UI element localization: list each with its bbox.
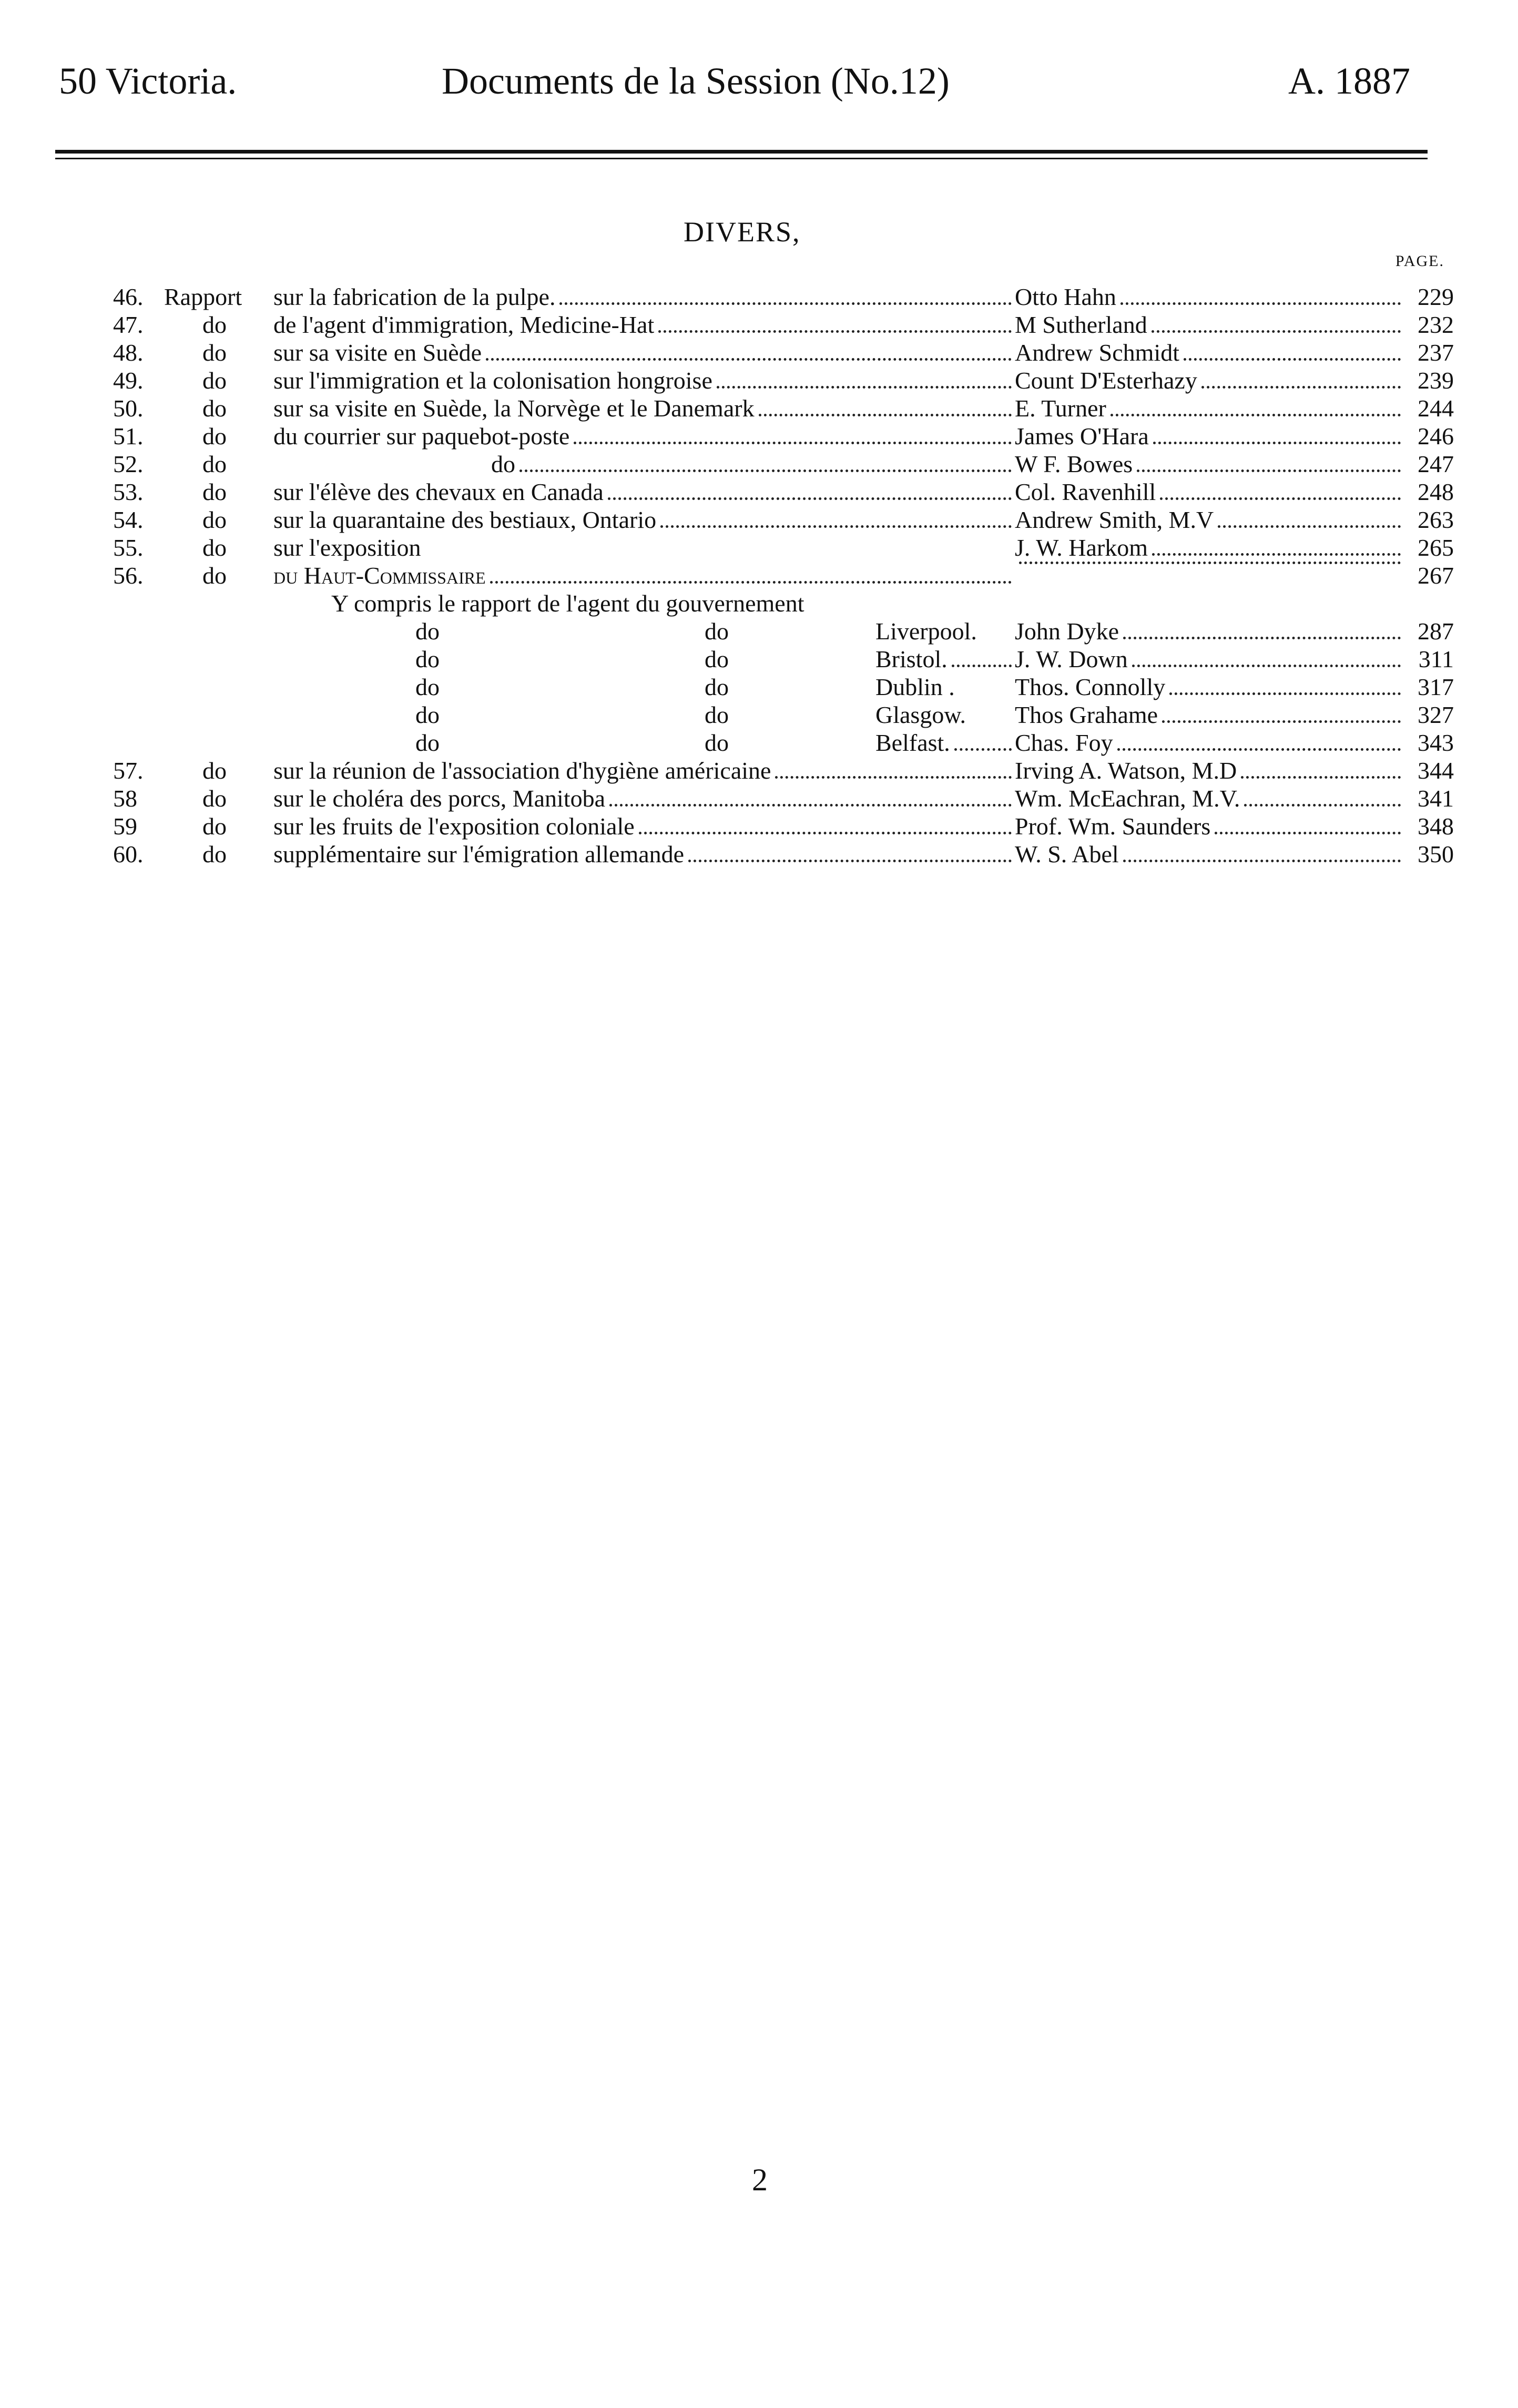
entry-page: 247 (1418, 451, 1454, 477)
header-left: 50 Victoria. (59, 60, 237, 102)
entry-title: sur le choléra des porcs, Manitoba (273, 784, 1015, 813)
entry-page: 348 (1418, 813, 1454, 840)
entry-author: Otto Hahn (1015, 283, 1404, 311)
entry-author: Irving A. Watson, M.D (1015, 757, 1404, 785)
sub-ditto: do (705, 618, 729, 645)
entry-number: 57. (113, 757, 144, 784)
entry-lead: do (202, 311, 227, 338)
sub-author: Chas. Foy (1015, 729, 1404, 757)
entry-page: 232 (1418, 311, 1454, 338)
entry-page: 246 (1418, 423, 1454, 450)
sub-intro-row (0, 589, 1518, 617)
entry-lead: do (202, 367, 227, 394)
sub-city: Bristol. (875, 645, 1015, 674)
entry-lead: do (202, 506, 227, 533)
entry-author: Andrew Schmidt (1015, 339, 1404, 367)
entry-lead: do (202, 339, 227, 366)
entry-lead: do (202, 423, 227, 450)
sub-ditto: do (705, 646, 729, 672)
entry-lead: Rapport (164, 283, 242, 310)
sub-intro-text: Y compris le rapport de l'agent du gouvernement (331, 590, 804, 617)
entry-title: sur l'élève des chevaux en Canada (273, 478, 1015, 506)
entry-lead: do (202, 785, 227, 812)
entry-title: sur sa visite en Suède, la Norvège et le Danemark (273, 394, 1015, 423)
entry-author: Wm. McEachran, M.V. (1015, 784, 1404, 813)
entry-title: sur l'exposition (273, 534, 421, 561)
entry-author: W. S. Abel (1015, 840, 1404, 869)
header-right: A. 1887 (1288, 60, 1410, 102)
entry-lead: do (202, 451, 227, 477)
table-of-contents (0, 283, 1518, 868)
toc-row (0, 506, 1518, 534)
entry-lead: do (202, 757, 227, 784)
sub-ditto: do (415, 674, 440, 700)
toc-row (0, 283, 1518, 311)
sub-author: Thos. Connolly (1015, 673, 1404, 701)
sub-city: Dublin . (875, 674, 955, 700)
toc-row (0, 784, 1518, 812)
entry-author: Count D'Esterhazy (1015, 366, 1404, 395)
entry-number: 50. (113, 395, 144, 422)
sub-page: 311 (1418, 646, 1454, 672)
sub-author: J. W. Down (1015, 645, 1404, 674)
entry-title: do (273, 450, 1015, 478)
entry-author: M Sutherland (1015, 311, 1404, 339)
header-center: Documents de la Session (No.12) (442, 60, 950, 102)
entry-title: sur la réunion de l'association d'hygiène américaine (273, 757, 1015, 785)
sub-author: Thos Grahame (1015, 701, 1404, 729)
entry-number: 46. (113, 283, 144, 310)
entry-number: 48. (113, 339, 144, 366)
entry-author (1015, 562, 1404, 570)
sub-page: 317 (1418, 674, 1454, 700)
entry-title: du Haut-Commissaire (273, 562, 1015, 590)
sub-row (0, 729, 1518, 757)
entry-number: 52. (113, 451, 144, 477)
sub-ditto: do (705, 701, 729, 728)
entry-page: 239 (1418, 367, 1454, 394)
toc-row (0, 339, 1518, 366)
entry-author: E. Turner (1015, 394, 1404, 423)
entry-lead: do (202, 841, 227, 868)
sub-city: Belfast. (875, 729, 1015, 757)
entry-author: W F. Bowes (1015, 450, 1404, 478)
entry-number: 56. (113, 562, 144, 589)
entry-page: 244 (1418, 395, 1454, 422)
entry-page: 229 (1418, 283, 1454, 310)
sub-page: 327 (1418, 701, 1454, 728)
page-column-label: PAGE. (1395, 252, 1444, 270)
toc-row (0, 311, 1518, 339)
entry-number: 55. (113, 534, 144, 561)
entry-number: 59 (113, 813, 137, 840)
sub-city: Liverpool. (875, 618, 977, 645)
sub-row (0, 673, 1518, 701)
toc-row (0, 562, 1518, 589)
entry-number: 47. (113, 311, 144, 338)
entry-title: sur sa visite en Suède (273, 339, 1015, 367)
header-rule-thick (55, 150, 1428, 154)
entry-number: 53. (113, 478, 144, 505)
sub-row (0, 645, 1518, 673)
entry-number: 58 (113, 785, 137, 812)
entry-author: J. W. Harkom (1015, 534, 1404, 562)
entry-page: 265 (1418, 534, 1454, 561)
entry-title: sur la fabrication de la pulpe. (273, 283, 1015, 311)
entry-title: du courrier sur paquebot-poste (273, 422, 1015, 451)
sub-author: John Dyke (1015, 617, 1404, 646)
sub-row (0, 617, 1518, 645)
entry-number: 60. (113, 841, 144, 868)
toc-row (0, 478, 1518, 506)
entry-title: sur les fruits de l'exposition coloniale (273, 812, 1015, 841)
sub-page: 287 (1418, 618, 1454, 645)
toc-row (0, 366, 1518, 394)
toc-row (0, 534, 1518, 562)
sub-row (0, 701, 1518, 729)
entry-author: Prof. Wm. Saunders (1015, 812, 1404, 841)
entry-author: Col. Ravenhill (1015, 478, 1404, 506)
entry-page: 237 (1418, 339, 1454, 366)
entry-title: supplémentaire sur l'émigration allemande (273, 840, 1015, 869)
entry-lead: do (202, 534, 227, 561)
entry-title: de l'agent d'immigration, Medicine-Hat (273, 311, 1015, 339)
sub-ditto: do (415, 618, 440, 645)
sub-ditto: do (705, 674, 729, 700)
entry-lead: do (202, 813, 227, 840)
header-rule-thin (55, 158, 1428, 159)
sub-page: 343 (1418, 729, 1454, 756)
entry-author: Andrew Smith, M.V (1015, 506, 1404, 534)
sub-city: Glasgow. (875, 701, 966, 728)
entry-lead: do (202, 395, 227, 422)
sub-ditto: do (415, 701, 440, 728)
entry-number: 51. (113, 423, 144, 450)
entry-number: 54. (113, 506, 144, 533)
toc-row (0, 422, 1518, 450)
entry-page: 344 (1418, 757, 1454, 784)
sub-ditto: do (415, 729, 440, 756)
sub-ditto: do (415, 646, 440, 672)
sub-ditto: do (705, 729, 729, 756)
entry-page: 248 (1418, 478, 1454, 505)
toc-row (0, 450, 1518, 478)
entry-page: 263 (1418, 506, 1454, 533)
entry-lead: do (202, 562, 227, 589)
entry-lead: do (202, 478, 227, 505)
entry-title: sur la quarantaine des bestiaux, Ontario (273, 506, 1015, 534)
entry-page: 267 (1418, 562, 1454, 589)
entry-page: 350 (1418, 841, 1454, 868)
toc-row (0, 757, 1518, 784)
entry-page: 341 (1418, 785, 1454, 812)
entry-title: sur l'immigration et la colonisation hongroise (273, 366, 1015, 395)
entry-number: 49. (113, 367, 144, 394)
page-number: 2 (752, 2162, 768, 2197)
entry-author: James O'Hara (1015, 422, 1404, 451)
toc-row (0, 394, 1518, 422)
toc-row (0, 812, 1518, 840)
section-title: DIVERS, (684, 216, 801, 248)
toc-row (0, 840, 1518, 868)
